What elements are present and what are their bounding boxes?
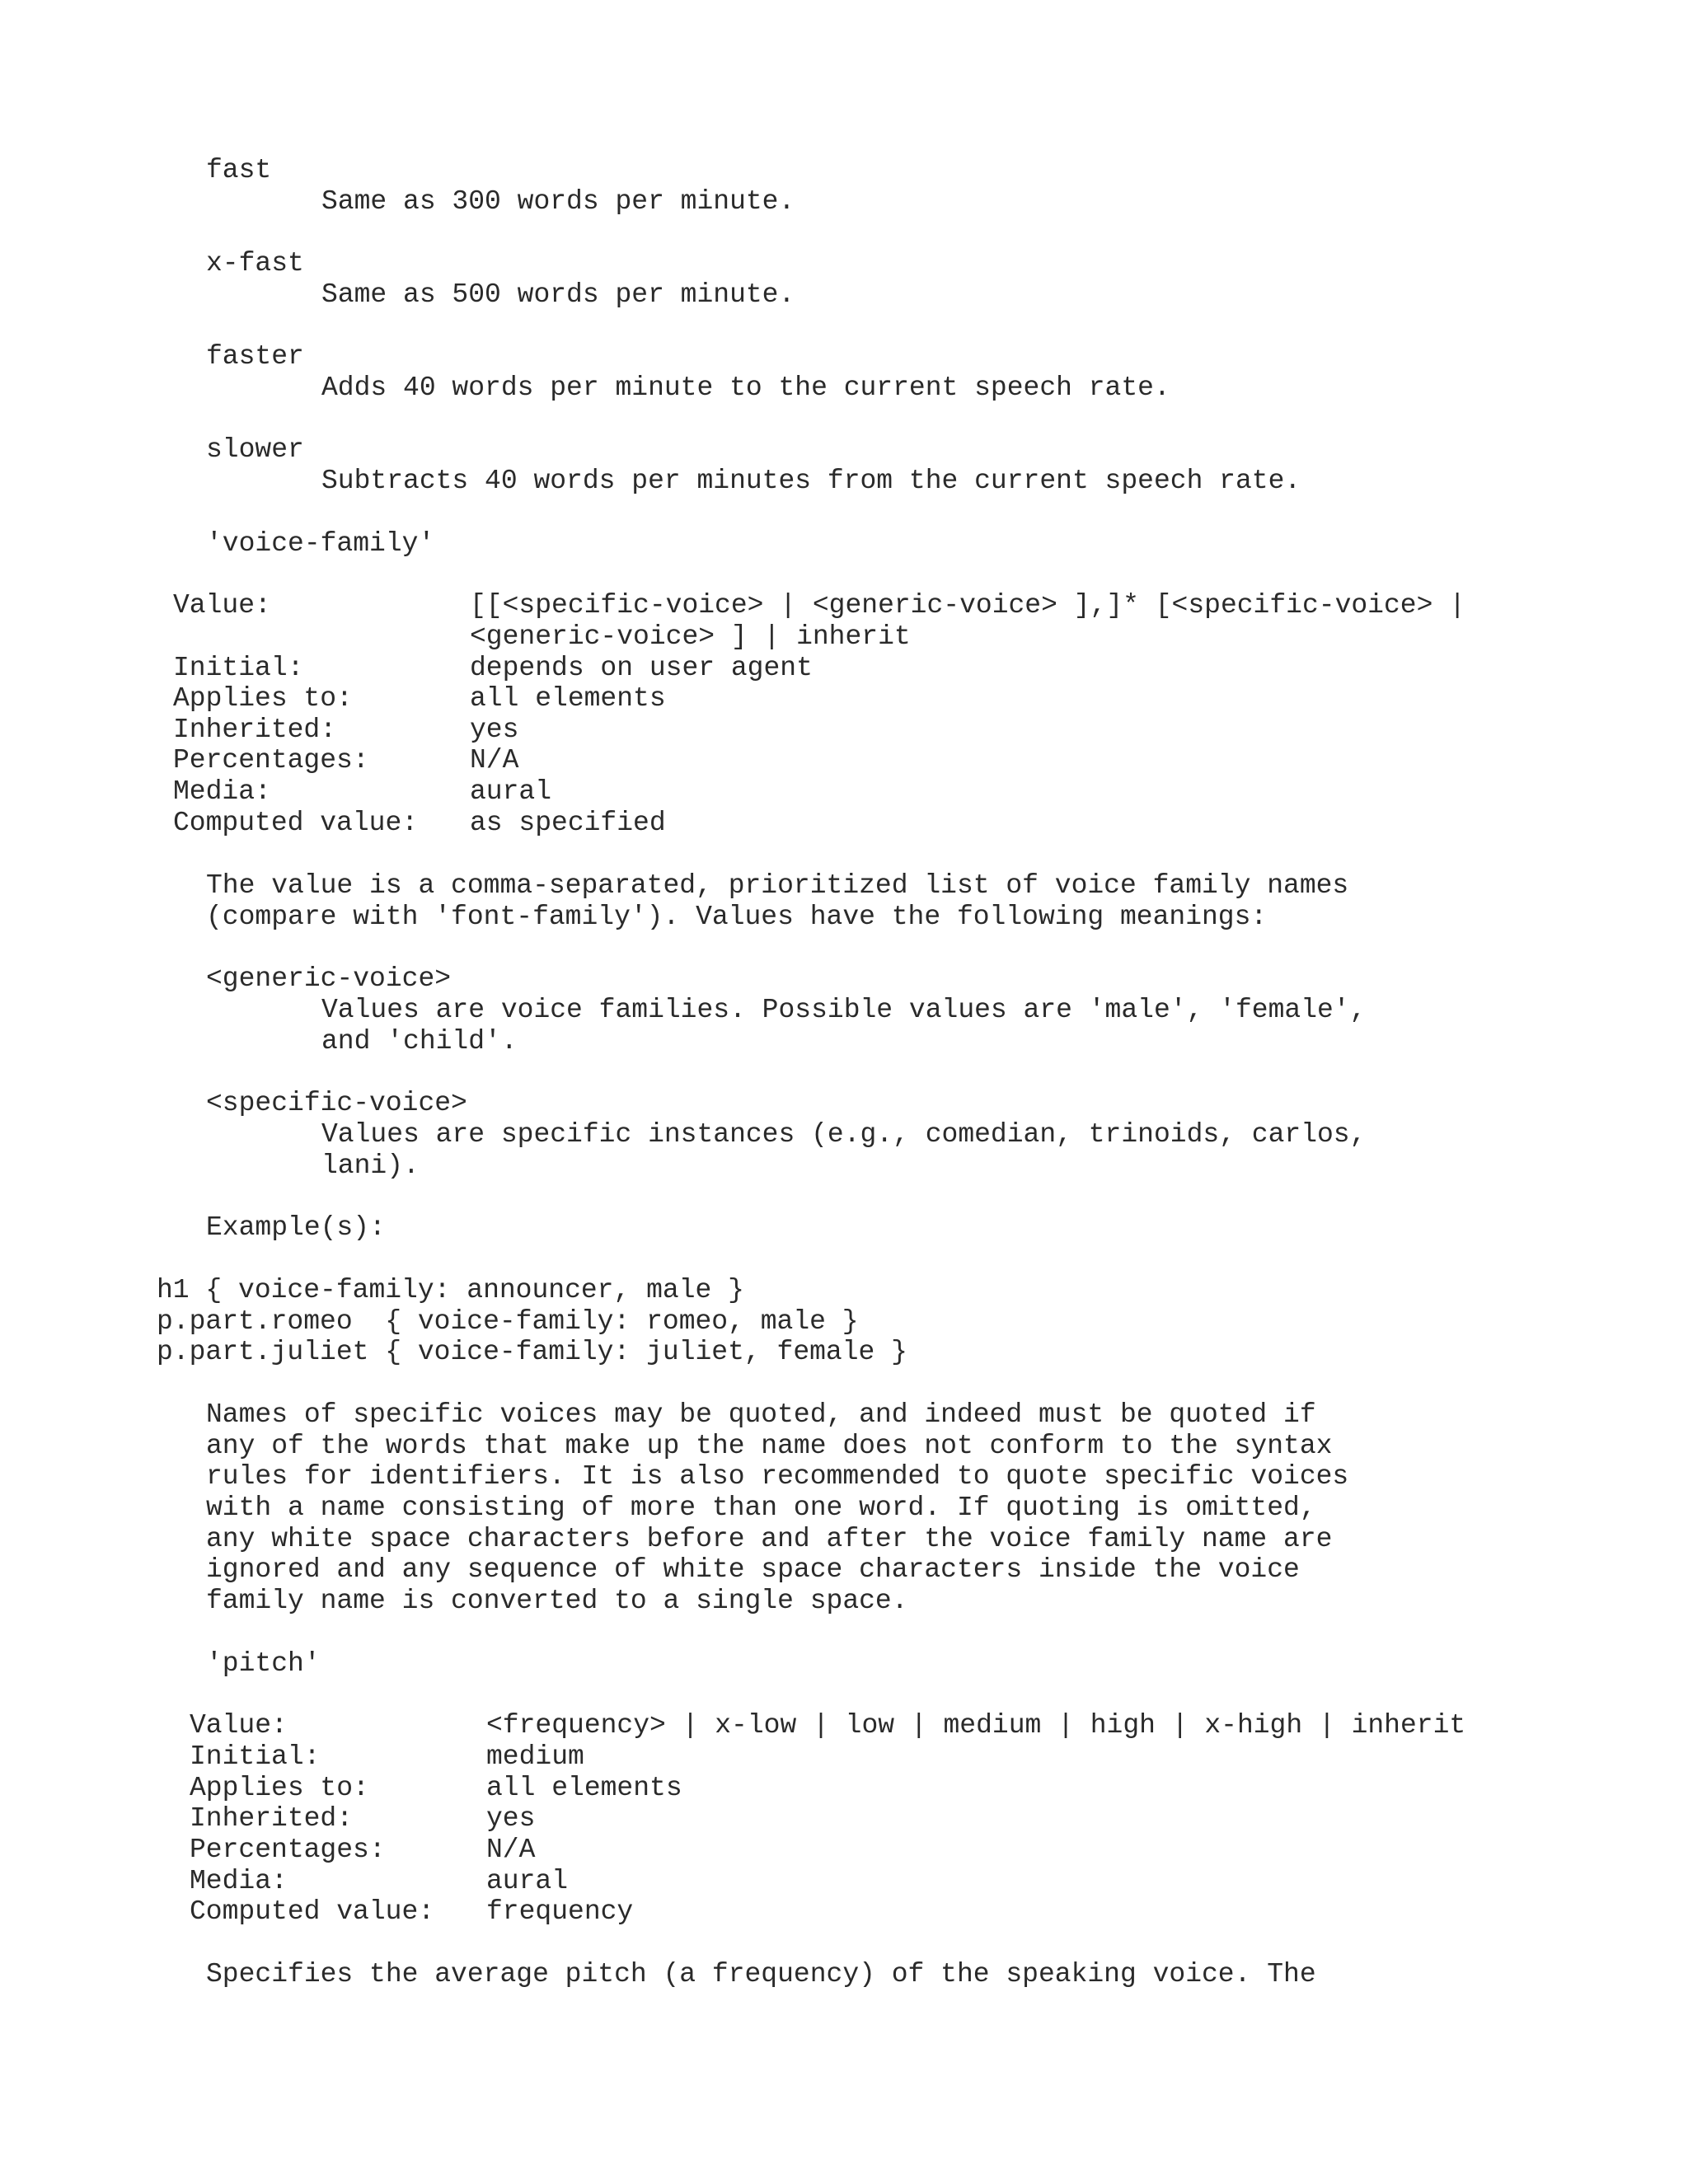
voice-family-note-line: family name is converted to a single space. <box>206 1586 908 1616</box>
voice-family-applies-to-label: Applies to: <box>173 683 353 714</box>
code-line: p.part.juliet { voice-family: juliet, female } <box>157 1337 907 1367</box>
voice-family-note-line: any of the words that make up the name does not conform to the syntax <box>206 1431 1333 1461</box>
term-slower-description: Subtracts 40 words per minutes from the current speech rate. <box>321 466 1301 496</box>
term-generic-voice: <generic-voice> <box>206 963 452 994</box>
pitch-computed-value-label: Computed value: <box>190 1896 435 1927</box>
term-x-fast: x-fast <box>206 248 304 279</box>
code-line: p.part.romeo { voice-family: romeo, male } <box>157 1306 859 1337</box>
voice-family-value-label: Value: <box>173 590 271 621</box>
pitch-inherited-value: yes <box>486 1803 536 1834</box>
voice-family-note-line: ignored and any sequence of white space characters inside the voice <box>206 1554 1300 1585</box>
pitch-heading: 'pitch' <box>206 1648 321 1679</box>
voice-family-value: [[<specific-voice> | <generic-voice> ],]* [<specific-voice> | <box>470 590 1465 621</box>
code-line: h1 { voice-family: announcer, male } <box>157 1275 744 1305</box>
voice-family-value-continued: <generic-voice> ] | inherit <box>470 621 911 652</box>
voice-family-intro-line: The value is a comma-separated, prioritized list of voice family names <box>206 870 1349 901</box>
pitch-percentages-value: N/A <box>486 1835 536 1865</box>
term-faster-description: Adds 40 words per minute to the current speech rate. <box>321 373 1170 403</box>
voice-family-media-label: Media: <box>173 776 271 807</box>
pitch-intro-line: Specifies the average pitch (a frequency) of the speaking voice. The <box>206 1959 1316 1990</box>
voice-family-intro-line: (compare with 'font-family'). Values have the following meanings: <box>206 902 1268 932</box>
voice-family-initial-value: depends on user agent <box>470 653 813 683</box>
voice-family-note-line: rules for identifiers. It is also recommended to quote specific voices <box>206 1461 1349 1492</box>
pitch-media-value: aural <box>486 1866 569 1896</box>
term-generic-voice-description: Values are voice families. Possible values are 'male', 'female', <box>321 995 1367 1025</box>
pitch-inherited-label: Inherited: <box>190 1803 354 1834</box>
term-fast-description: Same as 300 words per minute. <box>321 186 795 217</box>
voice-family-percentages-label: Percentages: <box>173 745 369 776</box>
term-specific-voice: <specific-voice> <box>206 1088 467 1118</box>
voice-family-media-value: aural <box>470 776 552 807</box>
pitch-media-label: Media: <box>190 1866 288 1896</box>
term-generic-voice-description: and 'child'. <box>321 1026 518 1057</box>
pitch-computed-value: frequency <box>486 1896 634 1927</box>
voice-family-initial-label: Initial: <box>173 653 304 683</box>
voice-family-note-line: any white space characters before and after the voice family name are <box>206 1524 1333 1554</box>
voice-family-note-line: with a name consisting of more than one word. If quoting is omitted, <box>206 1493 1316 1523</box>
pitch-applies-to-value: all elements <box>486 1773 682 1803</box>
pitch-applies-to-label: Applies to: <box>190 1773 369 1803</box>
term-x-fast-description: Same as 500 words per minute. <box>321 279 795 310</box>
term-faster: faster <box>206 341 304 372</box>
pitch-initial-value: medium <box>486 1741 584 1772</box>
term-fast: fast <box>206 155 272 185</box>
voice-family-computed-value: as specified <box>470 808 666 838</box>
voice-family-note-line: Names of specific voices may be quoted, and indeed must be quoted if <box>206 1399 1316 1430</box>
voice-family-applies-to-value: all elements <box>470 683 666 714</box>
term-slower: slower <box>206 434 304 465</box>
term-specific-voice-description: lani). <box>321 1151 420 1181</box>
pitch-value: <frequency> | x-low | low | medium | high | x-high | inherit <box>486 1710 1466 1741</box>
voice-family-percentages-value: N/A <box>470 745 519 776</box>
voice-family-computed-value-label: Computed value: <box>173 808 419 838</box>
voice-family-inherited-value: yes <box>470 715 519 745</box>
example-label: Example(s): <box>206 1212 386 1243</box>
pitch-initial-label: Initial: <box>190 1741 321 1772</box>
voice-family-heading: 'voice-family' <box>206 528 435 559</box>
pitch-value-label: Value: <box>190 1710 288 1741</box>
voice-family-inherited-label: Inherited: <box>173 715 337 745</box>
term-specific-voice-description: Values are specific instances (e.g., comedian, trinoids, carlos, <box>321 1119 1367 1150</box>
pitch-percentages-label: Percentages: <box>190 1835 386 1865</box>
